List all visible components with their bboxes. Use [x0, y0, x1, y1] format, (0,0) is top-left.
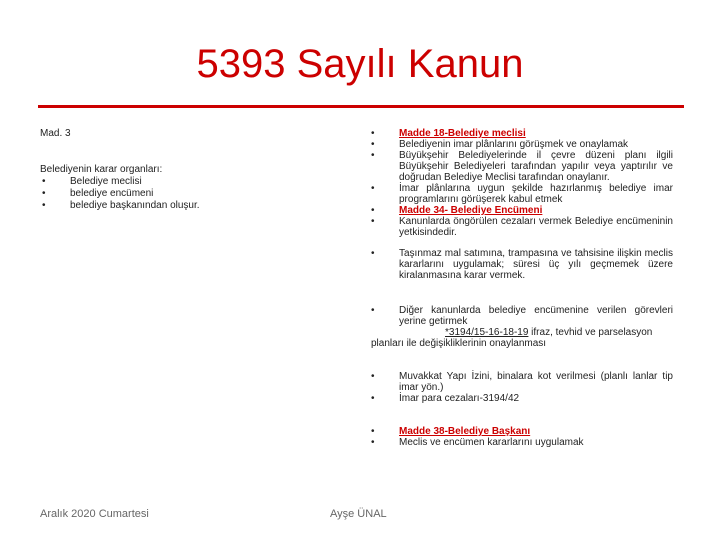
list-item: • İmar plânlarına uygun şekilde hazırlanmış belediye imar programlarını görüşerek kabul etmek [371, 183, 673, 205]
list-item: • belediye encümeni [40, 188, 340, 200]
title-divider [38, 105, 684, 108]
article-ref: Mad. 3 [40, 128, 71, 139]
footer-author: Ayşe ÜNAL [330, 508, 387, 520]
list-item: • Büyükşehir Belediyelerinde il çevre düzeni planı ilgili Büyükşehir Belediyeleri tarafından yapılır veya yaptırılır ve doğrudan Belediye Meclisi tarafından onaylanır. [371, 150, 673, 183]
list-item: • Muvakkat Yapı İzini, binalara kot verilmesi (planlı lanlar tip imar yön.) [371, 371, 673, 393]
organs-intro: Belediyenin karar organları: [40, 164, 163, 175]
list-item: • Madde 34- Belediye Encümeni [371, 205, 543, 216]
list-item: • Madde 38-Belediye Başkanı [371, 426, 531, 437]
list-item: • Kanunlarda öngörülen cezaları vermek Belediye encümeninin yetkisindedir. [371, 216, 673, 238]
list-item: • Diğer kanunlarda belediye encümenine verilen görevleri yerine getirmek [371, 305, 673, 327]
law-reference: *3194/15-16-18-19 ifraz, tevhid ve parselasyon [445, 327, 653, 338]
article-18-heading: Madde 18-Belediye meclisi [399, 128, 526, 139]
left-column [40, 128, 340, 212]
law-reference-cont: planları ile değişikliklerinin onaylanması [371, 338, 547, 349]
list-item: • İmar para cezaları-3194/42 [371, 393, 520, 404]
list-item: • Belediye meclisi [40, 176, 340, 188]
list-item: • Taşınmaz mal satımına, trampasına ve tahsisine ilişkin meclis kararlarını uygulamak; süresi üç yılı geçmemek üzere kiralanmasına karar vermek. [371, 248, 673, 281]
slide-title: 5393 Sayılı Kanun [196, 42, 524, 86]
list-item: • Meclis ve encümen kararlarını uygulamak [371, 437, 584, 448]
list-item: • Madde 18-Belediye meclisi [371, 128, 526, 139]
article-34-heading: Madde 34- Belediye Encümeni [399, 205, 543, 216]
article-38-heading: Madde 38-Belediye Başkanı [399, 426, 531, 437]
right-column [371, 128, 673, 448]
list-item: • Belediyenin imar plânlarını görüşmek ve onaylamak [371, 139, 629, 150]
footer-date: Aralık 2020 Cumartesi [40, 508, 149, 520]
list-item: • belediye başkanından oluşur. [40, 200, 340, 212]
organs-list [40, 176, 340, 212]
